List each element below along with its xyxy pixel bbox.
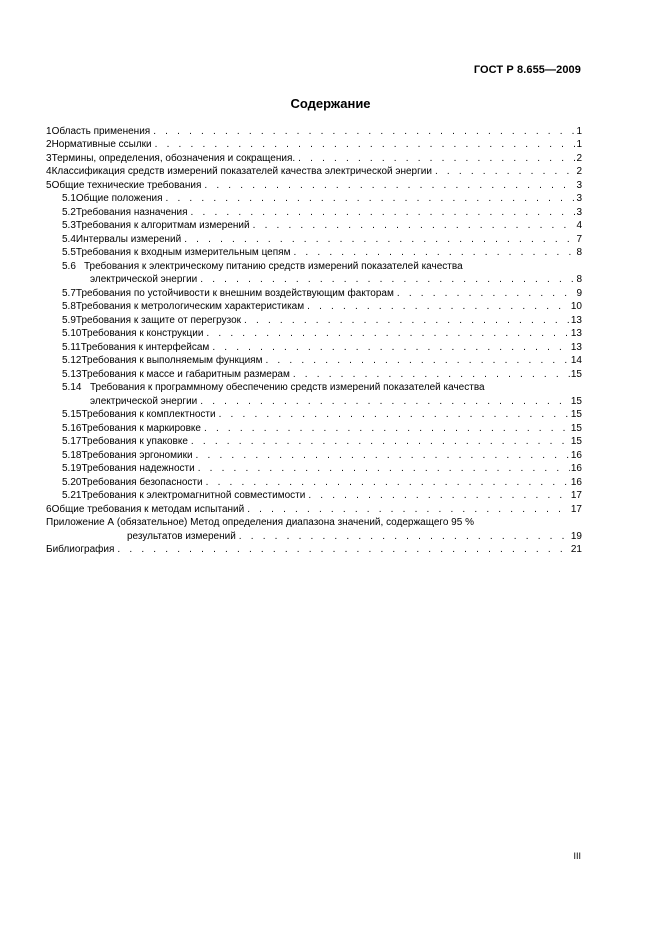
toc-entry-number: 5.9 (62, 314, 76, 326)
toc-entry-page: 15 (570, 395, 582, 407)
toc-entry-5-21[interactable] (46, 489, 582, 503)
toc-entry-title: Требования к защите от перегрузок (75, 314, 242, 326)
toc-entry-title: Требования к программному обеспечению средств измерений показателей качества (90, 382, 485, 393)
toc-entry-5-5[interactable] (46, 246, 582, 260)
toc-entry-3[interactable] (46, 152, 582, 166)
toc-entry-number: 3 (46, 152, 52, 164)
toc-entry-5-4[interactable] (46, 233, 582, 247)
toc-entry-number: 5.19 (62, 463, 82, 474)
toc-entry-page: 16 (570, 463, 582, 474)
toc-entry-title-continued: результатов измерений (127, 530, 236, 542)
toc-entry-title: Требования к выполняемым функциям (81, 355, 263, 366)
toc-entry-page: 9 (576, 287, 582, 299)
toc-entry-5-8[interactable] (46, 300, 582, 314)
toc-entry-number: 4 (46, 166, 52, 177)
toc-entry-number: 5.16 (62, 422, 82, 434)
toc-entry-page: 14 (570, 355, 582, 366)
toc-entry-5[interactable] (46, 179, 582, 193)
toc-entry-page: 4 (576, 220, 582, 231)
toc-entry-number: 5.5 (62, 247, 76, 258)
toc-entry-title: Термины, определения, обозначения и сокращения. (51, 152, 296, 164)
toc-entry-page: 3 (576, 179, 582, 191)
toc-entry-title: Требования к маркировке (81, 422, 201, 434)
toc-entry-page: 2 (576, 166, 582, 177)
toc-entry-title: Требования надежности (81, 463, 195, 474)
toc-entry-number: 5.14 (62, 382, 82, 393)
toc-dot-leader (191, 435, 570, 449)
toc-entry-page: 16 (570, 449, 582, 461)
toc-entry-5-13[interactable] (46, 368, 582, 382)
toc-entry-title: Требования к электрическому питанию средств измерений показателей качества (84, 260, 463, 272)
toc-dot-leader (307, 300, 570, 314)
toc-dot-leader (244, 314, 570, 328)
toc-entry-5-6-continued[interactable] (46, 273, 582, 287)
toc-entry-number: 5.13 (62, 368, 82, 380)
toc-entry-title: Требования к алгоритмам измерений (75, 220, 250, 231)
toc-entry-title: Приложение А (обязательное) Метод определения диапазона значений, содержащего 95 % (46, 517, 474, 528)
toc-entry-5-7[interactable] (46, 287, 582, 301)
toc-entry-2[interactable] (46, 138, 582, 152)
toc-entry-page: 13 (570, 341, 582, 353)
toc-entry-number: 5.4 (62, 233, 76, 245)
toc-dot-leader (253, 219, 576, 233)
toc-entry-title: Требования к метрологическим характеристикам (75, 301, 305, 312)
document-code: ГОСТ Р 8.655—2009 (473, 64, 581, 76)
toc-entry-5-20[interactable] (46, 476, 582, 490)
toc-dot-leader (206, 476, 570, 490)
toc-entry-number: 2 (46, 139, 52, 150)
toc-entry-5-15[interactable] (46, 408, 582, 422)
toc-dot-leader (200, 395, 570, 409)
toc-entry-page: 21 (570, 544, 582, 555)
toc-entry-number: 5.12 (62, 355, 82, 366)
toc-dot-leader (293, 368, 570, 382)
toc-entry-title: Нормативные ссылки (51, 139, 152, 150)
toc-entry-number: 5.15 (62, 409, 82, 420)
toc-entry-5-14-continued[interactable] (46, 395, 582, 409)
toc-entry-5-2[interactable] (46, 206, 582, 220)
toc-dot-leader (198, 462, 570, 476)
toc-dot-leader (166, 192, 576, 206)
toc-entry-title: Требования безопасности (81, 476, 203, 488)
toc-entry-title: Требования к массе и габаритным размерам (81, 368, 290, 380)
toc-entry-appendix-a[interactable] (46, 516, 582, 530)
toc-entry-title: Область применения (51, 125, 151, 137)
toc-dot-leader (212, 341, 570, 355)
toc-entry-title: Требования к интерфейсам (80, 341, 210, 353)
toc-entry-6[interactable] (46, 503, 582, 517)
toc-entry-title-continued: электрической энергии (90, 395, 198, 407)
toc-entry-page: 15 (570, 436, 582, 447)
toc-entry-number: 1 (46, 125, 52, 137)
toc-dot-leader (247, 503, 570, 517)
toc-dot-leader (206, 327, 569, 341)
toc-entry-title: Требования к конструкции (81, 328, 204, 339)
toc-dot-leader (239, 530, 570, 544)
toc-entry-number: 5.1 (62, 193, 76, 204)
toc-dot-leader (196, 449, 570, 463)
toc-entry-page: 17 (570, 490, 582, 501)
toc-entry-number: 5.8 (62, 301, 76, 312)
toc-entry-5-19[interactable] (46, 462, 582, 476)
toc-entry-page: 19 (570, 530, 582, 542)
toc-entry-5-18[interactable] (46, 449, 582, 463)
toc-entry-title: Требования эргономики (81, 449, 193, 461)
toc-dot-leader (200, 273, 575, 287)
toc-entry-page: 15 (570, 368, 582, 380)
toc-dot-leader (204, 422, 570, 436)
table-of-contents (46, 125, 582, 557)
toc-entry-page: 2 (576, 152, 582, 164)
toc-entry-number: 5.2 (62, 206, 76, 218)
toc-entry-title: Требования к электромагнитной совместимости (81, 490, 306, 501)
page-number: III (573, 851, 581, 861)
toc-entry-number: 5.21 (62, 490, 82, 501)
toc-entry-number: 5.3 (62, 220, 76, 231)
toc-entry-title: Требования к комплектности (81, 409, 216, 420)
toc-dot-leader (153, 125, 575, 139)
toc-entry-page: 16 (570, 476, 582, 488)
toc-title: Содержание (290, 96, 371, 111)
toc-entry-title-continued: электрической энергии (90, 274, 198, 285)
toc-dot-leader (219, 408, 570, 422)
toc-entry-5-11[interactable] (46, 341, 582, 355)
toc-entry-5-14[interactable] (46, 381, 582, 395)
toc-entry-title: Библиография (46, 544, 115, 555)
toc-entry-number: 5.7 (62, 287, 76, 299)
toc-entry-5-1[interactable] (46, 192, 582, 206)
toc-dot-leader (184, 233, 575, 247)
toc-dot-leader (298, 152, 575, 166)
toc-entry-page: 13 (570, 328, 582, 339)
toc-entry-title: Общие положения (75, 193, 163, 204)
toc-entry-number: 5.17 (62, 436, 82, 447)
toc-entry-number: 5.18 (62, 449, 82, 461)
toc-entry-5-10[interactable] (46, 327, 582, 341)
toc-entry-page: 1 (576, 125, 582, 137)
toc-entry-page: 3 (576, 206, 582, 218)
toc-entry-title: Требования к входным измерительным цепям (75, 247, 291, 258)
toc-dot-leader (265, 354, 569, 368)
toc-dot-leader (155, 138, 576, 152)
toc-entry-title: Требования назначения (75, 206, 188, 218)
toc-dot-leader (191, 206, 576, 220)
toc-entry-appendix-a-continued[interactable] (46, 530, 582, 544)
toc-entry-page: 8 (576, 247, 582, 258)
toc-entry-title: Общие требования к методам испытаний (51, 503, 245, 515)
toc-entry-page: 15 (570, 409, 582, 420)
toc-dot-leader (308, 489, 570, 503)
toc-entry-5-6[interactable] (46, 260, 582, 274)
toc-entry-page: 13 (570, 314, 582, 326)
toc-entry-number: 6 (46, 503, 52, 515)
toc-dot-leader (397, 287, 576, 301)
toc-entry-5-3[interactable] (46, 219, 582, 233)
toc-entry-page: 8 (576, 274, 582, 285)
toc-entry-5-12[interactable] (46, 354, 582, 368)
toc-entry-4[interactable] (46, 165, 582, 179)
toc-entry-5-9[interactable] (46, 314, 582, 328)
toc-entry-number: 5.10 (62, 328, 82, 339)
toc-entry-page: 17 (570, 503, 582, 515)
toc-entry-page: 3 (576, 193, 582, 204)
toc-dot-leader (117, 543, 569, 557)
toc-entry-number: 5.11 (62, 341, 81, 353)
toc-entry-page: 7 (576, 233, 582, 245)
toc-entry-page: 15 (570, 422, 582, 434)
toc-entry-1[interactable] (46, 125, 582, 139)
toc-entry-title: Требования по устойчивости к внешним воздействующим факторам (75, 287, 394, 299)
toc-entry-number: 5 (46, 179, 52, 191)
toc-entry-title: Требования к упаковке (81, 436, 188, 447)
toc-entry-title: Классификация средств измерений показателей качества электрической энергии (51, 166, 432, 177)
toc-entry-title: Интервалы измерений (75, 233, 182, 245)
toc-entry-page: 10 (570, 301, 582, 312)
toc-entry-number: 5.6 (62, 260, 76, 272)
toc-dot-leader (435, 165, 575, 179)
toc-entry-bibliography[interactable] (46, 543, 582, 557)
toc-entry-title: Общие технические требования (51, 179, 202, 191)
toc-entry-5-17[interactable] (46, 435, 582, 449)
toc-dot-leader (293, 246, 575, 260)
toc-entry-number: 5.20 (62, 476, 82, 488)
toc-entry-5-16[interactable] (46, 422, 582, 436)
toc-entry-page: 1 (576, 139, 582, 150)
toc-dot-leader (204, 179, 575, 193)
